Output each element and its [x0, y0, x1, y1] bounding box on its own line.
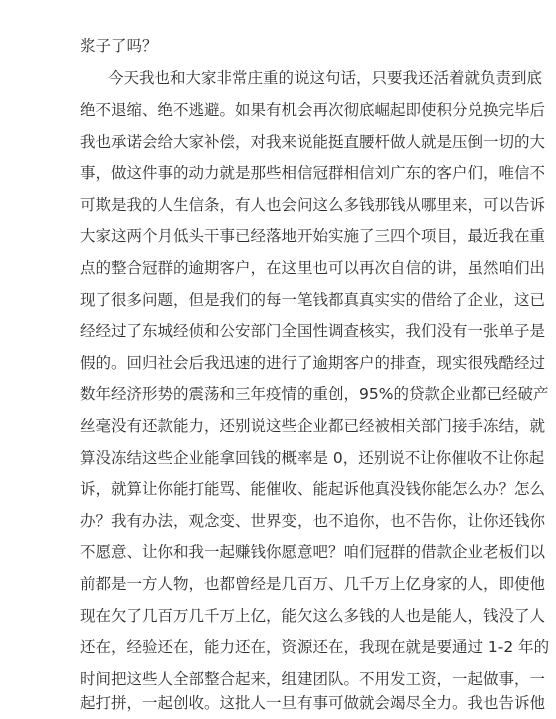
text-line: 可欺是我的人生信条，有人也会问这么多钱那钱从哪里来，可以告诉 [80, 196, 546, 214]
text-line: 经经过了东城经侦和公安部门全国性调查核实，我们没有一张单子是 [80, 322, 546, 340]
text-line: 假的。回归社会后我迅速的进行了逾期客户的排查，现实很残酷经过 [80, 354, 546, 372]
paragraph-first-line: 今天我也和大家非常庄重的说这句话，只要我还活着就负责到底 [108, 69, 543, 87]
text-line: 起打拼，一起创收。这批人一旦有事可做就会竭尽全力。我也告诉他 [80, 694, 546, 712]
text-line: 时间把这些人全部整合起来，组建团队。不用发工资，一起做事，一 [80, 670, 546, 688]
text-line: 浆子了吗？ [80, 37, 158, 55]
text-line: 绝不退缩、绝不逃避。如果有机会再次彻底崛起即使积分兑换完毕后 [80, 101, 546, 119]
text-line: 诉，就算让你能打能骂、能催收、能起诉他真没钱你能怎么办？怎么 [80, 480, 546, 498]
text-line: 不愿意、让你和我一起赚钱你愿意吧？咱们冠群的借款企业老板们以 [80, 543, 546, 561]
text-line: 还在，经验还在，能力还在，资源还在，我现在就是要通过 1-2 年的 [80, 638, 550, 656]
text-line: 丝毫没有还款能力，还别说这些企业都已经被相关部门接手冻结，就 [80, 417, 546, 435]
text-line: 大家这两个月低头干事已经落地开始实施了三四个项目，最近我在重 [80, 227, 546, 245]
text-line: 点的整合冠群的逾期客户，在这里也可以再次自信的讲，虽然咱们出 [80, 259, 546, 277]
text-line: 事，做这件事的动力就是那些相信冠群相信刘广东的客户们，唯信不 [80, 164, 546, 182]
text-line: 现在欠了几百万几千万上亿，能欠这么多钱的人也是能人，钱没了人 [80, 607, 546, 625]
text-line: 算没冻结这些企业能拿回钱的概率是 0，还别说不让你催收不让你起 [80, 449, 545, 467]
text-line: 现了很多问题，但是我们的每一笔钱都真真实实的借给了企业，这已 [80, 291, 546, 309]
text-line: 办？我有办法，观念变、世界变，也不追你，也不告你，让你还钱你 [80, 512, 546, 530]
text-line: 前都是一方人物，也都曾经是几百万、几千万上亿身家的人，即使他 [80, 575, 546, 593]
text-line: 数年经济形势的震荡和三年疫情的重创，95%的贷款企业都已经破产 [80, 385, 549, 403]
text-line: 我也承诺会给大家补偿，对我来说能挺直腰杆做人就是压倒一切的大 [80, 133, 546, 151]
